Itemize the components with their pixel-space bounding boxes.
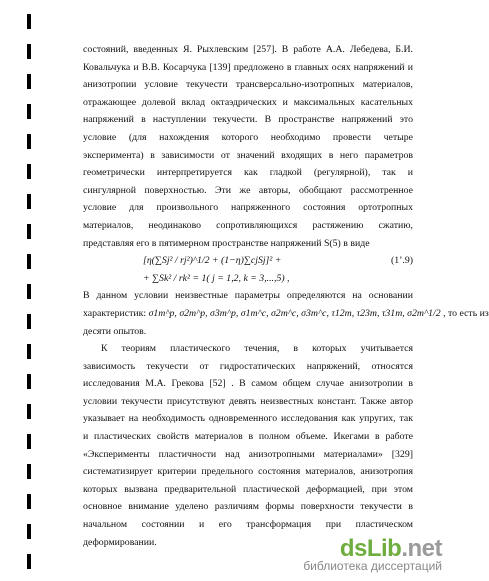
binding-mark bbox=[27, 314, 31, 329]
text-line: К теориям пластического течения, в которых учитывается bbox=[101, 343, 413, 355]
paragraph-1-continued bbox=[83, 287, 489, 340]
binding-mark bbox=[27, 194, 31, 209]
binding-mark bbox=[27, 554, 31, 569]
binding-mark bbox=[27, 44, 31, 59]
text-line: и пластических свойств материалов в полном объеме. Икегами в работе bbox=[83, 431, 413, 443]
equation-number: (1’.9) bbox=[390, 255, 413, 267]
watermark-logo-domain: .net bbox=[401, 535, 442, 562]
text-line: представляя его в пятимерном пространстве напряжений S(5) в виде bbox=[83, 237, 370, 249]
text-line: указывает на необходимость одновременного исследования как упругих, так bbox=[83, 413, 413, 425]
parameter-list: σ1m^p, σ2m^p, σ3m^p, σ1m^c, σ2m^c, σ3m^c, τ12m, τ23m, τ31m, σ2m^1/2 bbox=[148, 307, 441, 319]
binding-mark bbox=[27, 14, 31, 29]
binding-mark bbox=[27, 224, 31, 239]
binding-mark bbox=[27, 464, 31, 479]
equation-line-2: + ∑Sk² / rk² = 1( j = 1,2, k = 3,...,5) , bbox=[143, 272, 290, 284]
binding-mark bbox=[27, 74, 31, 89]
text-line: В данном условии неизвестные параметры определяются на основании bbox=[83, 290, 413, 302]
text-line: начальном состоянии и его трансформация при пластическом bbox=[83, 519, 413, 531]
text-line: зависимость текучести от гидростатических напряжений, относятся bbox=[83, 360, 413, 372]
text-line: условие для произвольного напряженного состояния ортотропных bbox=[83, 202, 413, 214]
binding-mark bbox=[27, 104, 31, 119]
text-line bbox=[83, 305, 489, 323]
text-line: десяти опытов. bbox=[83, 325, 147, 337]
binding-mark bbox=[27, 254, 31, 269]
binding-marks bbox=[0, 0, 18, 581]
text-line: эксперимента) в зависимости от значений входящих в него параметров bbox=[83, 149, 413, 161]
text-line: которых вызвана предварительной пластической деформацией, при этом bbox=[83, 483, 413, 495]
text-line: Ковальчука и В.В. Косарчука [139] предложено в главных осях напряжений и bbox=[83, 61, 413, 73]
text-line: исследования М.А. Грекова [52] . В самом общем случае анизотропии в bbox=[83, 378, 413, 390]
binding-mark bbox=[27, 134, 31, 149]
binding-mark bbox=[27, 374, 31, 389]
binding-mark bbox=[27, 284, 31, 299]
watermark-logo-main: dsLib bbox=[339, 535, 402, 562]
text-line: деформировании. bbox=[83, 536, 157, 548]
text-line: материалов, неодинаково сопротивляющихся растяжению сжатию, bbox=[83, 219, 413, 231]
binding-mark bbox=[27, 344, 31, 359]
binding-mark bbox=[27, 404, 31, 419]
binding-mark bbox=[27, 164, 31, 179]
text-line: условие (для нахождения которого необходимо провести четыре bbox=[83, 131, 413, 143]
equation-part-1: [η(∑Sj² / rj²)^1/2 + (1−η)∑cjSj]² + bbox=[143, 255, 282, 267]
text-line: условии текучести присутствуют девять неизвестных констант. Также автор bbox=[83, 395, 413, 407]
binding-mark bbox=[27, 524, 31, 539]
text-line: анизотропии условие текучести трансверсально-изотропных материалов, bbox=[83, 79, 413, 91]
text-line-tail: , то есть из bbox=[443, 307, 489, 319]
text-line: основное внимание уделено различиям формы поверхности текучести в bbox=[83, 501, 413, 513]
text-line: отражающее долевой вклад октаэдрических и максимальных касательных bbox=[83, 96, 413, 108]
text-line: состояний, введенных Я. Рыхлевским [257]. В работе А.А. Лебедева, Б.И. bbox=[83, 44, 413, 55]
text-line: напряжений в наступлении текучести. В пространстве напряжений это bbox=[83, 114, 413, 126]
text-line-label: характеристик: bbox=[83, 307, 147, 319]
paragraph-1 bbox=[83, 41, 413, 252]
text-line: «Эксперименты пластичности над анизотропными материалами» [329] bbox=[83, 448, 413, 460]
watermark-subtitle: библиотека диссертаций bbox=[303, 559, 442, 573]
text-line: сингулярной поверхностью. Эти же авторы, обобщают рассмотренное bbox=[83, 184, 413, 196]
text-line: геометрически интерпретируется как гладкой (регулярной), так и bbox=[83, 167, 413, 179]
equation-line-1 bbox=[83, 252, 413, 270]
watermark bbox=[303, 535, 442, 573]
paragraph-2 bbox=[83, 340, 413, 551]
binding-mark bbox=[27, 494, 31, 509]
text-line: систематизирует критерии предельного состояния материалов, анизотропия bbox=[83, 466, 413, 478]
binding-mark bbox=[27, 434, 31, 449]
